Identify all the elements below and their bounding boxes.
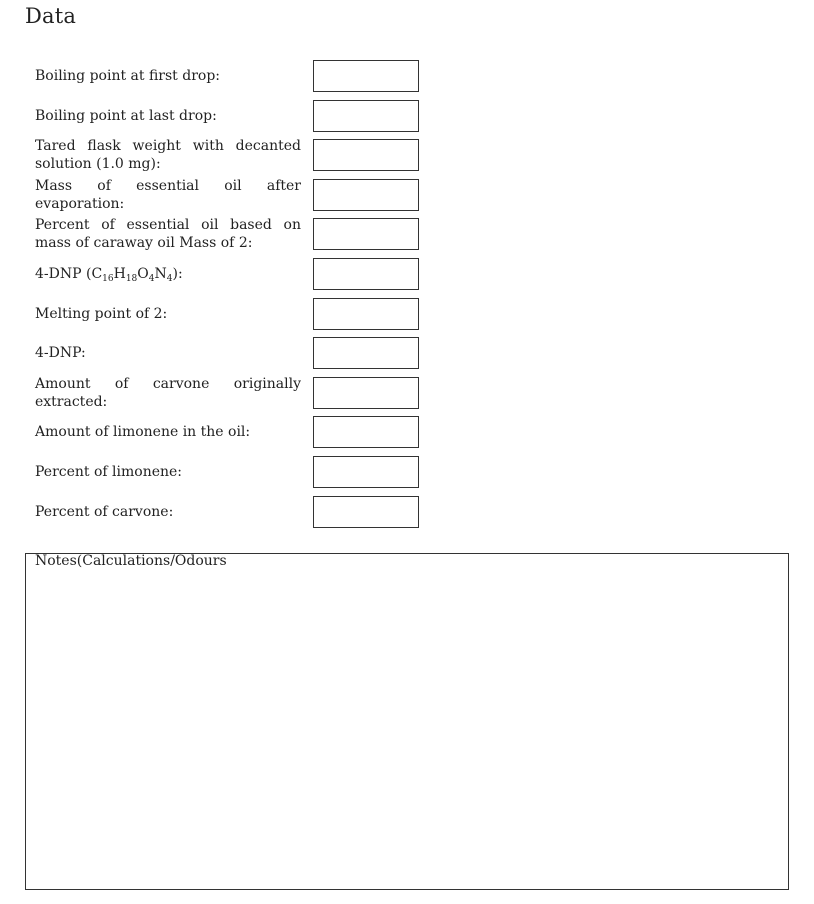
subscript: 16 [102,274,114,284]
row-label: Mass of essential oil after evaporation: [35,178,301,212]
notes-label: Notes(Calculations/Odours [35,553,227,569]
boiling-point-first-drop-input[interactable] [313,60,419,92]
row-label: Boiling point at first drop: [35,68,221,84]
4-dnp-input[interactable] [313,337,419,369]
subscript: 4 [148,274,155,284]
row-percent-carvone [35,494,435,530]
row-label: Percent of limonene: [35,464,183,480]
percent-limonene-input[interactable] [313,456,419,488]
row-label: Percent of essential oil based on mass of caraway oil Mass of 2: [35,217,301,251]
4-dnp-formula-input[interactable] [313,258,419,290]
row-label: Tared flask weight with decanted solution (1.0 mg): [35,138,301,172]
row-label: Amount of limonene in the oil: [35,424,251,440]
row-label: Amount of carvone originally extracted: [35,376,301,410]
row-label: Percent of carvone: [35,504,174,520]
row-boiling-point-first-drop [35,58,435,94]
row-mass-essential-oil [35,177,435,213]
boiling-point-last-drop-input[interactable] [313,100,419,132]
row-percent-essential-oil [35,216,435,252]
subscript: 18 [125,274,138,284]
formula-prefix: 4-DNP (C [35,266,103,282]
row-melting-point [35,296,435,332]
element-symbol: O [137,266,149,282]
row-boiling-point-last-drop [35,98,435,134]
amount-carvone-input[interactable] [313,377,419,409]
melting-point-input[interactable] [313,298,419,330]
row-4-dnp-formula [35,256,435,292]
tared-flask-weight-input[interactable] [313,139,419,171]
row-4-dnp [35,335,435,371]
percent-essential-oil-input[interactable] [313,218,419,250]
mass-essential-oil-input[interactable] [313,179,419,211]
formula-suffix: ): [172,266,183,282]
percent-carvone-input[interactable] [313,496,419,528]
row-tared-flask-weight [35,137,435,173]
row-amount-carvone [35,375,435,411]
amount-limonene-input[interactable] [313,416,419,448]
notes-area[interactable] [25,553,789,890]
element-symbol: N [154,266,167,282]
row-percent-limonene [35,454,435,490]
element-symbol: H [113,266,126,282]
subscript: 4 [166,274,173,284]
row-label [35,265,301,283]
row-label: Boiling point at last drop: [35,108,217,124]
row-label: Melting point of 2: [35,306,168,322]
row-label: 4-DNP: [35,345,86,361]
row-amount-limonene [35,414,435,450]
page-title: Data [25,4,77,28]
